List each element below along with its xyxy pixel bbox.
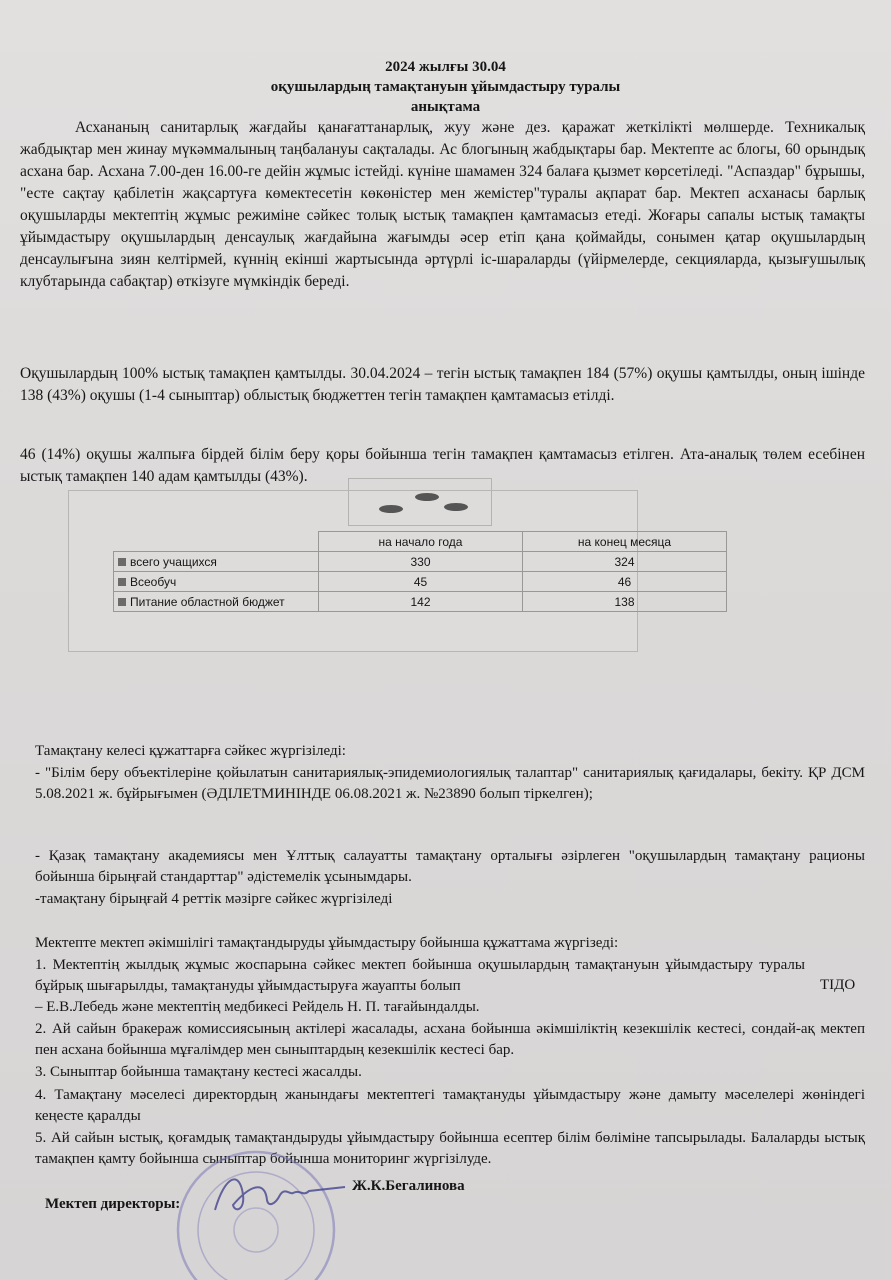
docs-item-sanitary: - "Білім беру объектілеріне қойылатын санитариялық-эпидемиологиялық талаптар" санитариялық қағидалары, бекіту. ҚР ДСМ 5.08.2021 ж. бұйрығымен (ӘДІЛЕТМИНІНДЕ 06.08.2021 ж. №23890 болып тіркелген); [35,765,865,802]
admin-item-4: 4. Тамақтану мәселесі директордың жанындағы мектептегі тамақтануды ұйымдастыру және дамыту мәселелері жөніндегі кеңесте қаралды [35,1087,865,1124]
data-table [113,531,727,612]
legend-square-icon [118,558,126,566]
cell-start: 45 [319,572,523,592]
table-header-row [114,532,727,552]
legend-square-icon [118,578,126,586]
legend-square-icon [118,598,126,606]
docs-item-menu: -тамақтану бірыңғай 4 реттік мәзірге сәйкес жүргізіледі [35,891,393,907]
shape-dot [415,493,439,501]
cell-start: 142 [319,592,523,612]
col-header-start: на начало года [319,532,523,552]
table-row [114,592,727,612]
signature-role: Мектеп директоры: [45,1196,181,1212]
cell-start: 330 [319,552,523,572]
admin-item-5: 5. Ай сайын ыстық, қоғамдық тамақтандыруды ұйымдастыру бойынша есептер білім бөліміне тапсырылады. Балаларды ыстық тамақпен қамту бойынша сыныптар бойынша мониторинг жүргізілуде. [35,1130,865,1167]
chart-shape-overlay [348,478,492,526]
signature-name: Ж.К.Бегалинова [352,1178,465,1194]
table-row [114,572,727,592]
shape-dot [379,505,403,513]
paragraph-coverage: Оқушылардың 100% ыстық тамақпен қамтылды. 30.04.2024 – тегін ыстық тамақпен 184 (57%) оқушы қамтылды, оның ішінде 138 (43%) оқушы (1-4 сыныптар) облыстық бюджеттен тегін тамақпен қамтамасыз етілді. [20,365,865,404]
cell-end: 46 [523,572,727,592]
admin-item-1: 1. Мектептің жылдық жұмыс жоспарына сәйкес мектеп бойынша оқушылардың тамақтануын ұйымдастыру туралы бұйрық шығарылды, тамақтануды ұйымдастыруға жауапты болып [35,957,805,994]
admin-intro: Мектепте мектеп әкімшілігі тамақтандыруды ұйымдастыру бойынша құжаттама жүргізеді: [35,935,619,951]
paragraph-canteen: Асхананың санитарлық жағдайы қанағаттанарлық, жуу және дез. қаражат жеткілікті мөлшерде. Техникалық жабдықтар мен жинау мүкәммалының таңбалануы сақталады. Ас блогының жабдықтары бар. Мектепте ас блогы, 60 орындық асхана бар. Асхана 7.00-ден 16.00-ге дейін жұмыс істейді. күніне шамамен 324 балаға қызмет көрсетіледі. "Аспаздар" бұрышы, "есте сақтау қабілетін жақсартуға көмектесетін көкөністер мен жемістер"туралы ақпарат бар. Мектеп асханасы барлық оқушыларды мектептің жұмыс режиміне сәйкес толық ыстық тамақпен қамтамасыз етеді. Жоғары сапалы ыстық тамақты ұйымдастыру оқушылардың денсаулық жағдайына жағымды әсер етіп қана қоймайды, сонымен қатар оқушылардың денсаулығына зиян келтірмей, күннің екінші жартысында әртүрлі іс-шараларды (үйірмелерде, секцияларда, қызығушылық клубтарында сабақтар) өткізуге мүмкіндік береді. [20,119,865,290]
shape-dot [444,503,468,511]
paragraph-fund: 46 (14%) оқушы жалпыға бірдей білім беру қоры бойынша тегін тамақпен қамтамасыз етілген. Ата-аналық төлем есебінен ыстық тамақпен 140 адам қамтылды (43%). [20,446,865,485]
docs-item-standards: - Қазақ тамақтану академиясы мен Ұлттық салауатты тамақтану орталығы әзірлеген "оқушылардың тамақтану рационы бойынша бірыңғай стандарттар" әдістемелік ұсынымдары. [35,848,865,885]
col-header-end: на конец месяца [523,532,727,552]
admin-item-1-tido: ТІДО [820,977,856,993]
handwritten-signature [205,1165,355,1225]
doc-subject: оқушылардың тамақтануын ұйымдастыру туралы [270,79,621,95]
admin-item-3: 3. Сыныптар бойынша тамақтану кестесі жасалды. [35,1064,362,1080]
doc-type: анықтама [410,99,481,115]
doc-date: 2024 жылғы 30.04 [385,59,506,75]
row-label: всего учащихся [130,554,217,569]
cell-end: 324 [523,552,727,572]
row-label: Всеобуч [130,574,177,589]
admin-item-1-cont: – Е.В.Лебедь және мектептің медбикесі Рейдель Н. П. тағайындалды. [35,999,480,1015]
admin-item-2: 2. Ай сайын бракераж комиссиясының актілері жасалады, асхана бойынша әкімшіліктің кезекшілік кестесі, сондай-ақ мектеп пен асхана бойынша мұғалімдер мен сыныптардың кезекшілік кестесі бар. [35,1021,865,1058]
cell-end: 138 [523,592,727,612]
row-label: Питание областной бюджет [130,594,285,609]
docs-intro: Тамақтану келесі құжаттарға сәйкес жүргізіледі: [35,743,346,759]
table-row [114,552,727,572]
